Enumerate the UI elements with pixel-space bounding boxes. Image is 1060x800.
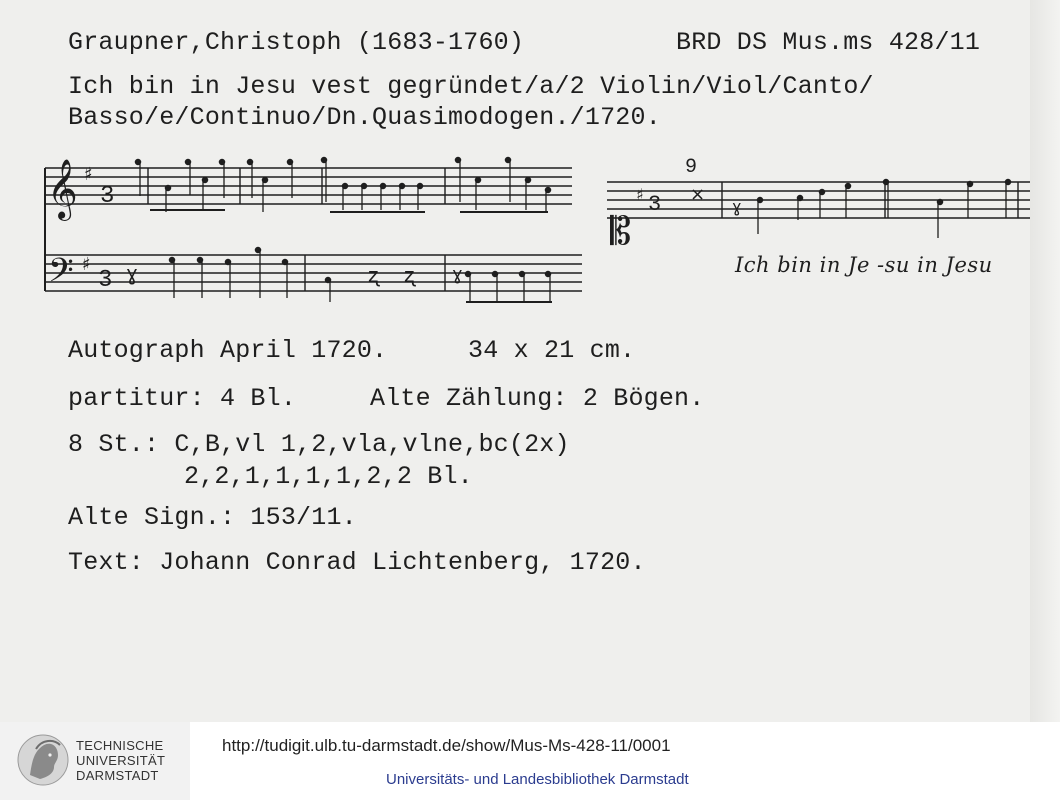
treble-clef: 𝄞 bbox=[47, 159, 78, 219]
svg-text:×: × bbox=[690, 184, 706, 205]
composer-name: Graupner,Christoph (1683-1760) bbox=[68, 28, 525, 57]
shelfmark: BRD DS Mus.ms 428/11 bbox=[676, 28, 981, 57]
dimensions: 34 x 21 cm. bbox=[468, 336, 636, 365]
svg-text:ʐ: ʐ bbox=[404, 263, 415, 287]
treble-staff bbox=[45, 168, 572, 204]
autograph-line: Autograph April 1720. bbox=[68, 336, 388, 365]
svg-text:♯: ♯ bbox=[84, 164, 93, 185]
bass-clef: 𝄢 bbox=[48, 252, 74, 298]
athena-head-icon bbox=[16, 731, 70, 789]
svg-text:ɣ: ɣ bbox=[732, 197, 742, 216]
text-author: Text: Johann Conrad Lichtenberg, 1720. bbox=[68, 548, 646, 577]
footer-bar bbox=[0, 722, 1060, 800]
svg-text:ɣ: ɣ bbox=[126, 261, 138, 285]
logo-line-3: DARMSTADT bbox=[76, 768, 159, 783]
svg-text:ɣ: ɣ bbox=[452, 264, 463, 285]
partitur-line: partitur: 4 Bl. bbox=[68, 384, 297, 413]
logo-text bbox=[76, 738, 165, 783]
bass-time-signature: 3 bbox=[98, 267, 113, 294]
svg-text:♯: ♯ bbox=[636, 185, 644, 204]
svg-text:♯: ♯ bbox=[82, 254, 91, 275]
title-line-2: Basso/e/Continuo/Dn.Quasimodogen./1720. bbox=[68, 103, 661, 132]
stimmen-line-1: 8 St.: C,B,vl 1,2,vla,vlne,bc(2x) bbox=[68, 430, 570, 459]
measure-number: 9 bbox=[685, 156, 698, 179]
library-link[interactable]: Universitäts- und Landesbibliothek Darmstadt bbox=[386, 771, 689, 788]
svg-text:ʐ: ʐ bbox=[368, 263, 379, 287]
logo-line-2: UNIVERSITÄT bbox=[76, 753, 166, 768]
alte-signatur: Alte Sign.: 153/11. bbox=[68, 503, 357, 532]
incipit-lyric: Ich bin in Je -su in Jesu bbox=[735, 253, 993, 277]
treble-time-signature: 3 bbox=[100, 183, 115, 210]
alte-zaehlung: Alte Zählung: 2 Bögen. bbox=[370, 384, 705, 413]
stimmen-line-2: 2,2,1,1,1,1,2,2 Bl. bbox=[184, 462, 473, 491]
music-incipit bbox=[0, 140, 1030, 320]
title-line-1: Ich bin in Jesu vest gegründet/a/2 Violin/Viol/Canto/ bbox=[68, 72, 874, 101]
voice-staff bbox=[607, 182, 1030, 218]
alto-clef: 𝄡 bbox=[610, 209, 632, 253]
card-edge bbox=[1030, 0, 1060, 722]
permalink-url[interactable]: http://tudigit.ulb.tu-darmstadt.de/show/Mus-Ms-428-11/0001 bbox=[222, 736, 671, 755]
voice-time-signature: 3 bbox=[648, 192, 662, 217]
logo-line-1: TECHNISCHE bbox=[76, 738, 164, 753]
tu-darmstadt-logo[interactable] bbox=[0, 722, 190, 800]
